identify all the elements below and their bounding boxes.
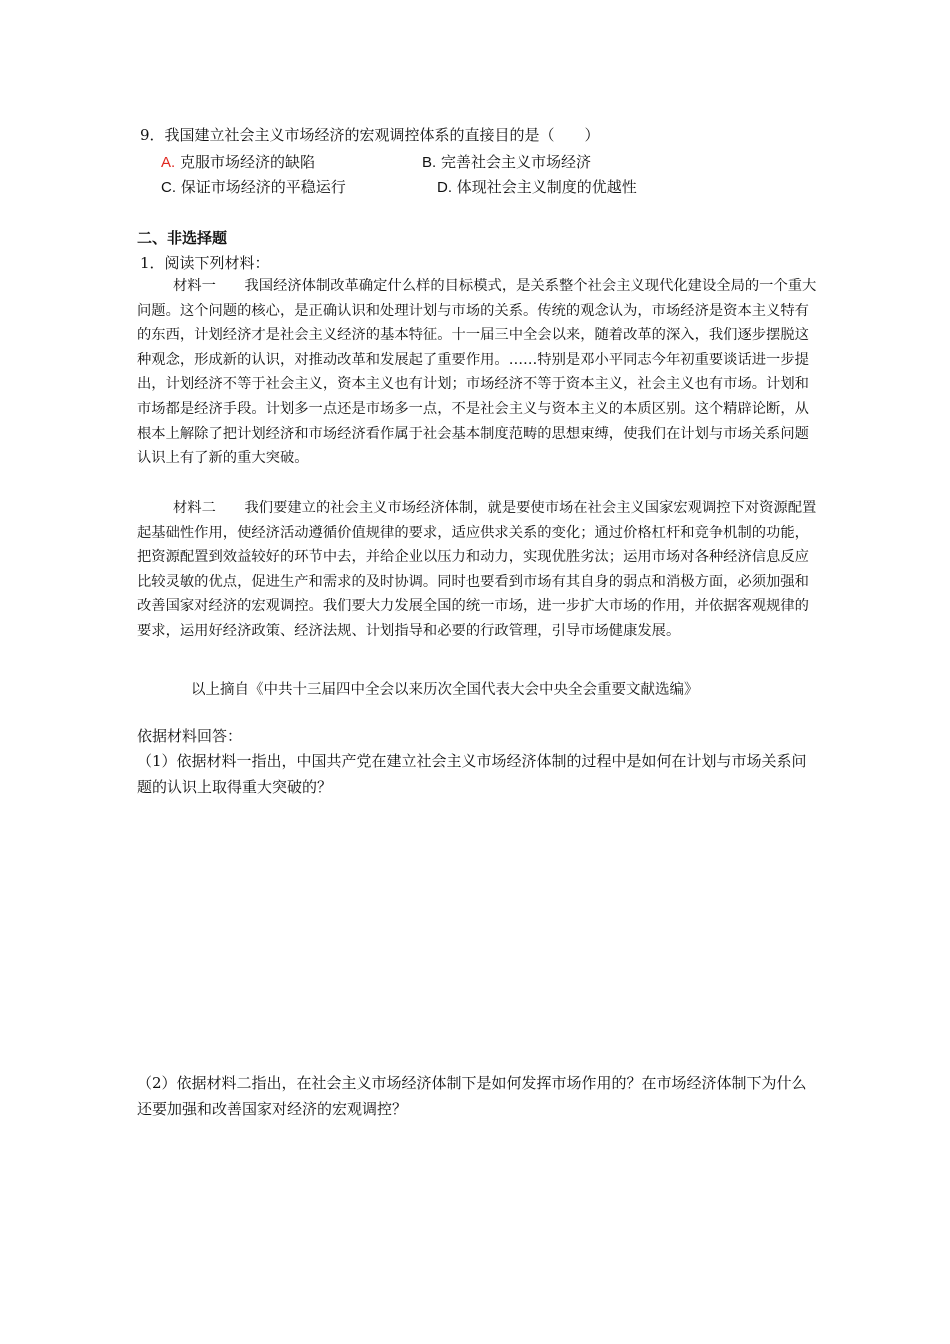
option-b[interactable] xyxy=(422,151,591,172)
option-c-letter: C. xyxy=(161,179,176,196)
option-a-letter: A. xyxy=(161,154,176,171)
answer-prompt: 依据材料回答： xyxy=(137,727,243,745)
section-title: 二、非选择题 xyxy=(137,229,228,247)
option-a-text: 克服市场经济的缺陷 xyxy=(179,153,315,171)
option-d-text: 体现社会主义制度的优越性 xyxy=(456,178,637,196)
question-9-stem: 9．我国建立社会主义市场经济的宏观调控体系的直接目的是（ ） xyxy=(140,126,600,144)
material-2 xyxy=(137,496,817,644)
sub-question-1 xyxy=(137,748,817,800)
option-b-text: 完善社会主义市场经济 xyxy=(440,153,591,171)
option-a[interactable] xyxy=(161,151,315,172)
sub-question-1-text: （1）依据材料一指出，中国共产党在建立社会主义市场经济体制的过程中是如何在计划与市场关系问题的认识上取得重大突破的？ xyxy=(137,752,807,796)
option-b-letter: B. xyxy=(422,154,437,171)
option-c[interactable] xyxy=(161,176,346,197)
option-d[interactable] xyxy=(437,176,637,197)
material-1-text: 材料一 我国经济体制改革确定什么样的目标模式，是关系整个社会主义现代化建设全局的一个重大问题。这个问题的核心，是正确认识和处理计划与市场的关系。传统的观念认为，市场经济是资本主义特有的东西，计划经济才是社会主义经济的基本特征。十一届三中全会以来，随着改革的深入，我们逐步摆脱这种观念，形成新的认识，对推动改革和发展起了重要作用。……特别是邓小平同志今年初重要谈话进一步提出，计划经济不等于社会主义，资本主义也有计划；市场经济不等于资本主义，社会主义也有市场。计划和市场都是经济手段。计划多一点还是市场多一点，不是社会主义与资本主义的本质区别。这个精辟论断，从根本上解除了把计划经济和市场经济看作属于社会基本制度范畴的思想束缚，使我们在计划与市场关系问题认识上有了新的重大突破。 xyxy=(137,278,817,467)
option-c-text: 保证市场经济的平稳运行 xyxy=(180,178,346,196)
sub-question-2 xyxy=(137,1070,817,1122)
source-citation: 以上摘自《中共十三届四中全会以来历次全国代表大会中央全会重要文献选编》 xyxy=(191,682,699,698)
question-1-intro: 1．阅读下列材料： xyxy=(140,254,270,272)
option-d-letter: D. xyxy=(437,179,452,196)
material-1 xyxy=(137,274,817,471)
sub-question-2-text: （2）依据材料二指出，在社会主义市场经济体制下是如何发挥市场作用的？在市场经济体制下为什么还要加强和改善国家对经济的宏观调控？ xyxy=(137,1074,807,1118)
material-2-text: 材料二 我们要建立的社会主义市场经济体制，就是要使市场在社会主义国家宏观调控下对资源配置起基础性作用，使经济活动遵循价值规律的要求，适应供求关系的变化；通过价格杠杆和竞争机制的功能，把资源配置到效益较好的环节中去，并给企业以压力和动力，实现优胜劣汰；运用市场对各种经济信息反应比较灵敏的优点，促进生产和需求的及时协调。同时也要看到市场有其自身的弱点和消极方面，必须加强和改善国家对经济的宏观调控。我们要大力发展全国的统一市场，进一步扩大市场的作用，并依据客观规律的要求，运用好经济政策、经济法规、计划指导和必要的行政管理，引导市场健康发展。 xyxy=(137,500,817,639)
